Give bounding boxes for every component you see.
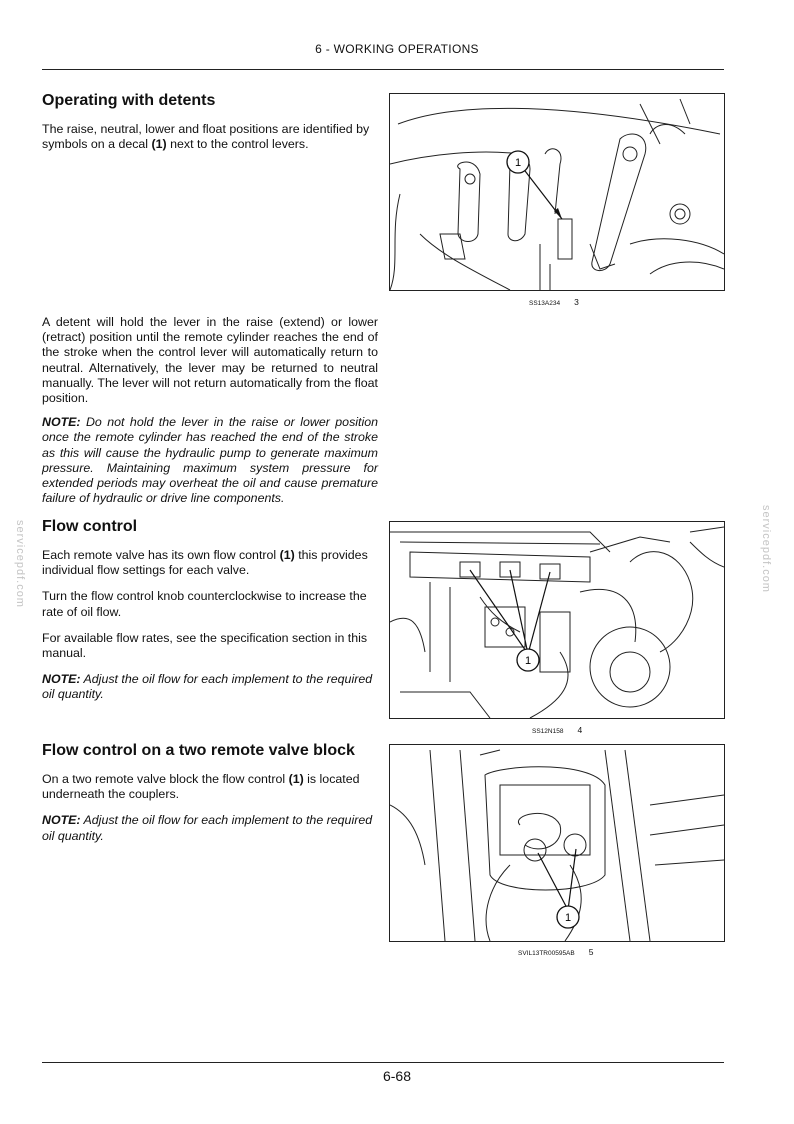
control-levers-illustration: [390, 94, 724, 290]
page-number: 6-68: [382, 1068, 412, 1084]
figure-3-caption: SS13A234 3: [529, 297, 579, 307]
svg-text:1: 1: [564, 912, 572, 924]
watermark-right: servicepdf.com: [760, 505, 772, 593]
figure-4-caption: SS12N158 4: [532, 725, 583, 735]
flow-note: NOTE: Adjust the oil flow for each implement to the required oil quantity.: [42, 672, 373, 702]
section-detents-intro: [42, 91, 378, 152]
figure-control-levers: [389, 93, 725, 291]
watermark-left: servicepdf.com: [14, 520, 26, 608]
flow-paragraph-1: Each remote valve has its own flow control (1) this provides individual flow settings for each valve.: [42, 548, 368, 578]
section-flow-control: [42, 517, 378, 703]
page-header: 6 - WORKING OPERATIONS: [315, 42, 479, 56]
svg-text:1: 1: [514, 157, 522, 169]
section-two-remote: [42, 741, 378, 844]
header-rule: [42, 69, 724, 70]
flow-paragraph-3: For available flow rates, see the specification section in this manual.: [42, 630, 368, 661]
two-remote-block-illustration: [390, 745, 724, 941]
svg-text:1: 1: [524, 655, 532, 667]
two-remote-paragraph-1: On a two remote valve block the flow control (1) is located underneath the couplers.: [42, 772, 360, 802]
heading-flow-control: Flow control: [42, 518, 138, 535]
detents-paragraph-2: A detent will hold the lever in the raise (extend) or lower (retract) position until the remote cylinder reaches the end of the stroke when the control lever will automatically return to neutral. Alternatively, the lever may be returned to neutral manually. The lever will not return automatically from the float position.: [42, 315, 378, 406]
figure-remote-valves: [389, 521, 725, 719]
remote-valves-illustration: [390, 522, 724, 718]
footer-rule: [42, 1062, 724, 1063]
flow-paragraph-2: Turn the flow control knob counterclockwise to increase the rate of oil flow.: [42, 589, 367, 619]
heading-two-remote-valve-block: Flow control on a two remote valve block: [42, 742, 355, 759]
heading-operating-with-detents: Operating with detents: [42, 92, 216, 109]
figure-two-remote-block: [389, 744, 725, 942]
detents-paragraph-1: The raise, neutral, lower and float positions are identified by symbols on a decal (1) next to the control levers.: [42, 122, 370, 152]
detents-note: NOTE: Do not hold the lever in the raise or lower position once the remote cylinder has reached the end of the stroke as this will cause the hydraulic pump to generate maximum pressure. Maintaining maximum system pressure for extended periods may overheat the oil and cause premature failure of hydraulic or drive line components.: [42, 415, 378, 506]
two-remote-note: NOTE: Adjust the oil flow for each implement to the required oil quantity.: [42, 813, 373, 843]
section-detents-body: [42, 315, 378, 506]
figure-5-caption: SVIL13TR00595AB 5: [518, 947, 594, 957]
